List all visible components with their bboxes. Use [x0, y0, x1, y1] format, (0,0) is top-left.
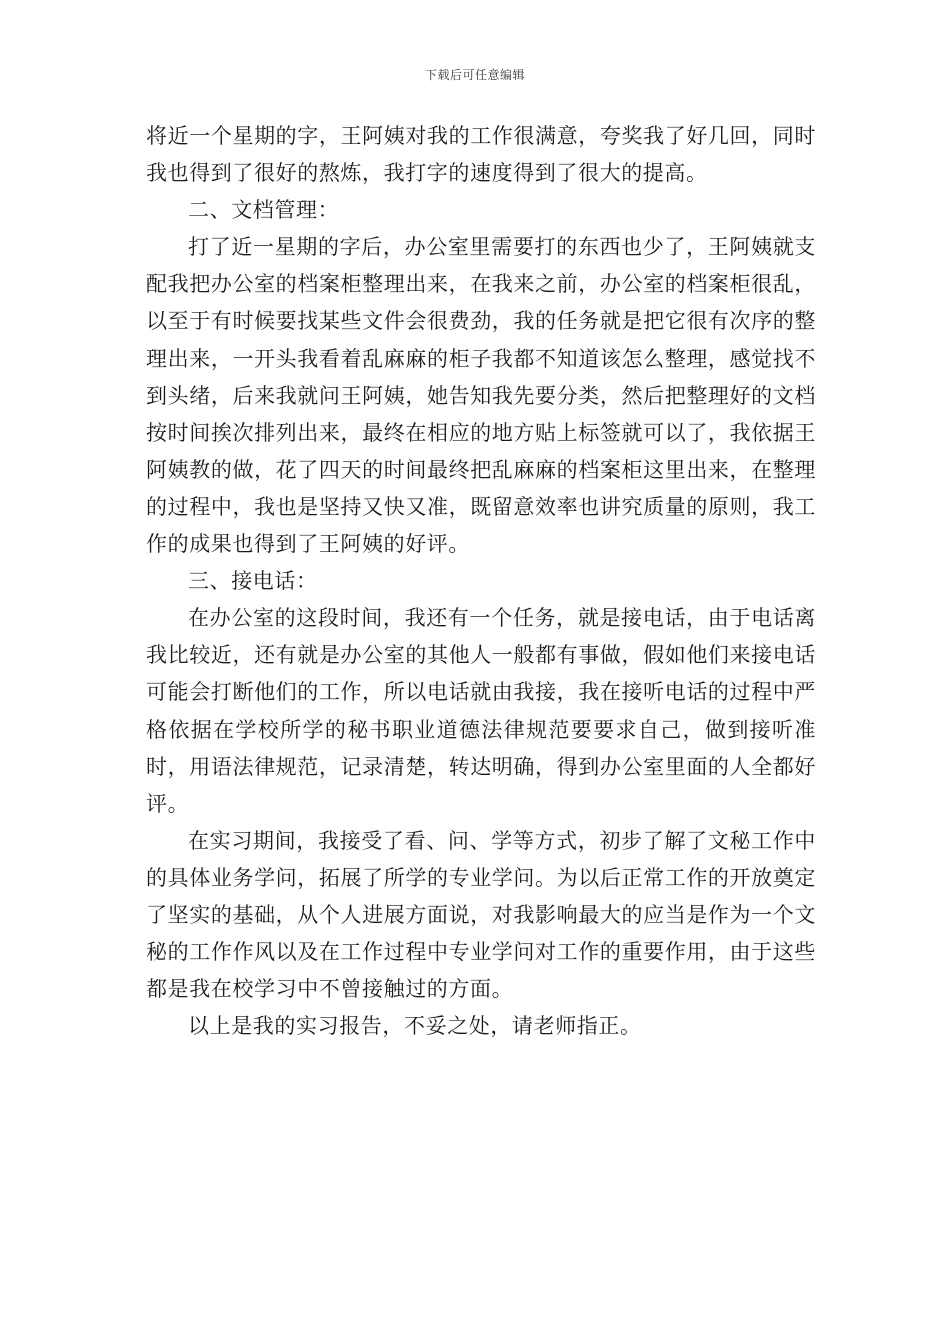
section-heading-document-management: 二、文档管理： [188, 198, 340, 223]
section-heading-phone: 三、接电话： [188, 569, 318, 594]
paragraph-closing: 以上是我的实习报告，不妥之处，请老师指正。 [188, 1014, 642, 1039]
paragraph-phone: 在办公室的这段时间，我还有一个任务，就是接电话，由于电话离我比较近，还有就是办公室的其他人一般都有事做，假如他们来接电话可能会打断他们的工作，所以电话就由我接，我在接听电话的过程中严格依据在学校所学的秘书职业道德法律规范要要求自己，做到接听准时，用语法律规范，记录清楚，转达明确，得到办公室里面的人全都好评。 [146, 606, 816, 816]
paragraph-summary: 在实习期间，我接受了看、问、学等方式，初步了解了文秘工作中的具体业务学问，拓展了所学的专业学问。为以后正常工作的开放奠定了坚实的基础，从个人进展方面说，对我影响最大的应当是作为一个文秘的工作作风以及在工作过程中专业学问对工作的重要作用，由于这些都是我在校学习中不曾接触过的方面。 [146, 828, 816, 1002]
document-body [146, 118, 816, 1045]
page-header: 下载后可任意编辑 [424, 68, 525, 82]
paragraph-continuation: 将近一个星期的字，王阿姨对我的工作很满意，夸奖我了好几回，同时我也得到了很好的熬炼，我打字的速度得到了很大的提高。 [146, 124, 816, 186]
paragraph-document-management: 打了近一星期的字后，办公室里需要打的东西也少了，王阿姨就支配我把办公室的档案柜整理出来，在我来之前，办公室的档案柜很乱，以至于有时候要找某些文件会很费劲，我的任务就是把它很有次序的整理出来，一开头我看着乱麻麻的柜子我都不知道该怎么整理，感觉找不到头绪，后来我就问王阿姨，她告知我先要分类，然后把整理好的文档按时间挨次排列出来，最终在相应的地方贴上标签就可以了，我依据王阿姨教的做，花了四天的时间最终把乱麻麻的档案柜这里出来，在整理的过程中，我也是坚持又快又准，既留意效率也讲究质量的原则，我工作的成果也得到了王阿姨的好评。 [146, 235, 816, 557]
